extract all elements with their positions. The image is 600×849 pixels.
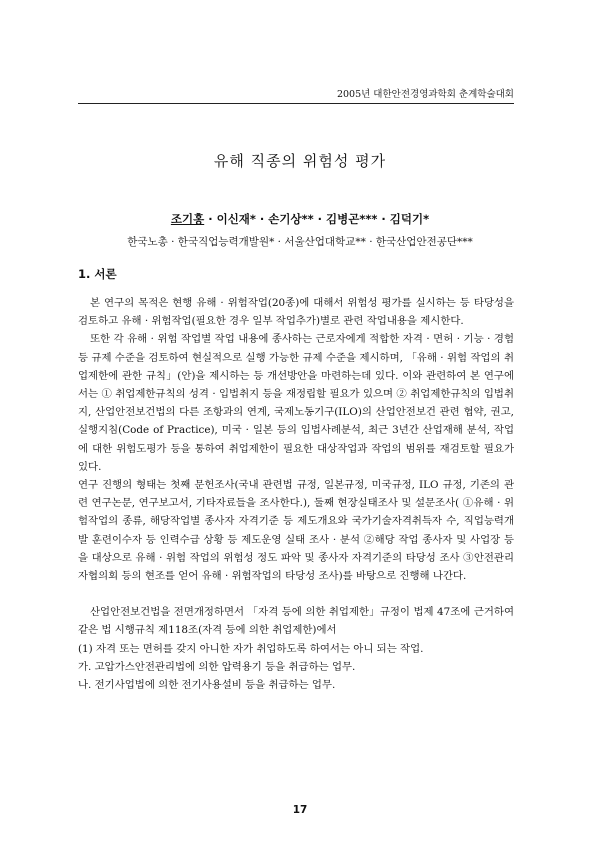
page-number: 17 (292, 804, 308, 816)
list-item-ga: 가. 고압가스안전관리법에 의한 압력용기 등을 취급하는 업무. (78, 660, 356, 673)
running-header: 2005년 대한안전경영과학회 춘계학술대회 (336, 89, 514, 100)
paragraph-gap (78, 585, 514, 603)
body-text (78, 294, 514, 694)
author-line (0, 211, 600, 227)
paragraph-regulation: 또한 각 유해 · 위험 작업별 작업 내용에 종사하는 근로자에게 적합한 자격 · 면허 · 기능 · 경험 등 규제 수준을 검토하여 현실적으로 실행 가능한 규제 수준을 제시하며, 「유해 · 위험 작업의 취업제한에 관한 규칙」(안)을 제시하는 등 개선방안을 마련하는데 있다. 이와 관련하여 본 연구에서는 ① 취업제한규칙의 성격 · 입법취지 등을 재정립할 필요가 있으며 ② 취업제한규칙의 입법취지, 산업안전보건법의 다른 조항과의 연계, 국제노동기구(ILO)의 산업안전보건 관련 협약, 권고, 실행지침(Code of Practice), 미국 · 일본 등의 입법사례분석, 최근 3년간 산업재해 분석, 작업에 대한 위험도평가 등을 통하여 취업제한이 필요한 대상작업과 작업의 범위를 재검토할 필요가 있다. (78, 333, 514, 473)
list-item-na: 나. 전기사업법에 의한 전기사용설비 등을 취급하는 업무. (78, 679, 336, 692)
header-rule (78, 103, 514, 104)
paper-title: 유해 직종의 위험성 평가 (213, 152, 387, 170)
paragraph-purpose: 본 연구의 목적은 현행 유해 · 위험작업(20종)에 대해서 위험성 평가를 실시하는 등 타당성을 검토하고 유해 · 위험작업(필요한 경우 일부 작업추가)별로 관련 작업내용을 제시한다. (78, 297, 514, 328)
co-authors: · 이신재* · 손기상** · 김병곤*** · 김덕기* (208, 212, 430, 226)
first-author: 조기홍 (170, 212, 205, 226)
paragraph-law: 산업안전보건법을 전면개정하면서 「자격 등에 의한 취업제한」규정이 법제 47조에 근거하여 같은 법 시행규칙 제118조(자격 등에 의한 취업제한)에서 (78, 606, 514, 637)
list-item-1: (1) 자격 또는 면허를 갖지 아니한 자가 취업하도록 하여서는 아니 되는 작업. (78, 642, 424, 655)
section-heading: 1. 서론 (78, 267, 117, 281)
paragraph-method: 연구 진행의 형태는 첫째 문헌조사(국내 관련법 규정, 일본규정, 미국규정, ILO 규정, 기존의 관련 연구논문, 연구보고서, 기타자료들을 조사한다.), 둘째 현장실태조사 및 설문조사( ①유해 · 위험작업의 종류, 해당작업별 종사자 자격기준 등 제도개요와 국가기술자격취득자 수, 직업능력개발 훈련이수자 등 인력수급 상황 등 제도운영 실태 조사 · 분석 ②해당 작업 종사자 및 사업장 등을 대상으로 유해 · 위험 작업의 위험성 정도 파악 및 종사자 자격기준의 타당성 조사 ③안전관리자협의회 등의 현조를 얻어 유해 · 위험작업의 타당성 조사)를 바탕으로 진행해 나간다. (78, 479, 514, 583)
affiliations: 한국노총 · 한국직업능력개발원* · 서울산업대학교** · 한국산업안전공단*** (127, 236, 473, 248)
